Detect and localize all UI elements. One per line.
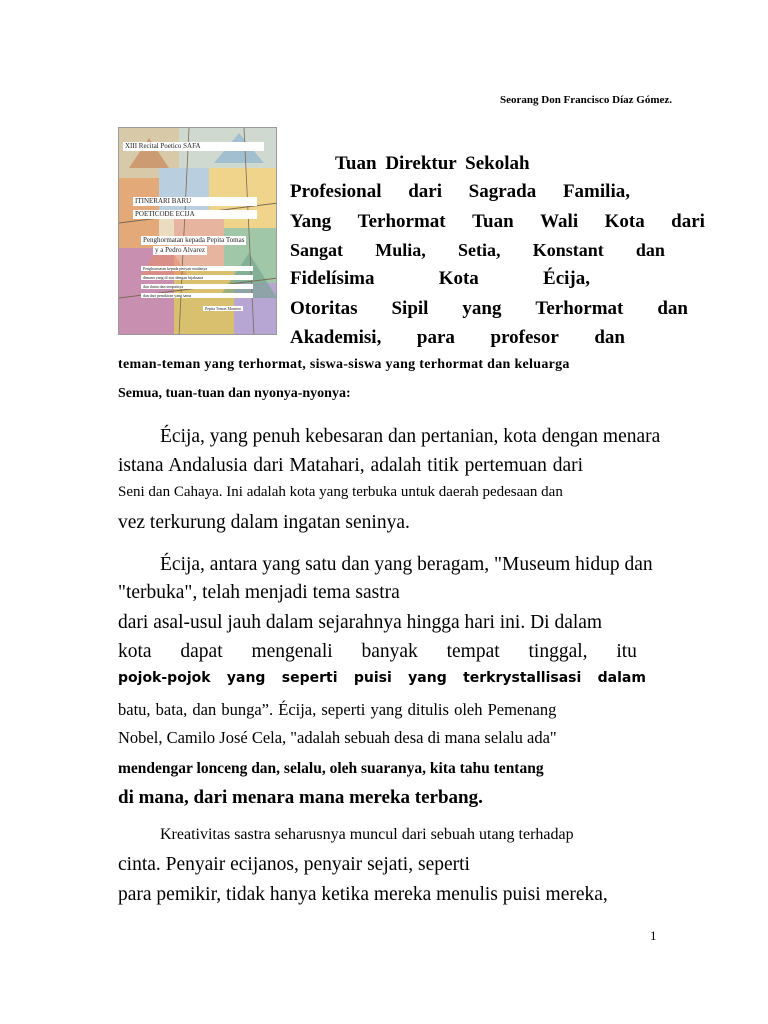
cover-tribute1: Penghormatan kepada Pepita Tomas: [143, 236, 245, 244]
cover-small3: dan dunia dan tempatnya: [141, 284, 253, 289]
body-p1-line-d: vez terkurung dalam ingatan seninya.: [118, 512, 410, 533]
heading-line-3: Yang Terhormat Tuan Wali Kota dari: [290, 211, 705, 232]
cover-line1: ITINERARI BARU: [133, 197, 257, 206]
body-p1-line-a: Écija, yang penuh kebesaran dan pertanian, kota dengan menara: [160, 426, 661, 447]
body-p1-line-b: istana Andalusia dari Matahari, adalah titik pertemuan dari: [118, 455, 584, 476]
cover-credit: Pepita Tomas Montero: [205, 306, 242, 311]
heading-line-9: Semua, tuan-tuan dan nyonya-nyonya:: [118, 386, 351, 401]
body-p3-line-b: cinta. Penyair ecijanos, penyair sejati, seperti: [118, 854, 470, 875]
body-p3-line-c: para pemikir, tidak hanya ketika mereka menulis puisi mereka,: [118, 884, 608, 905]
cover-small4: dan dari pemikiran yang sama: [141, 293, 253, 298]
heading-line-7: Akademisi, para profesor dan: [290, 327, 625, 348]
body-p3-line-a: Kreativitas sastra seharusnya muncul dari sebuah utang terhadap: [160, 826, 574, 843]
heading-line-8: teman-teman yang terhormat, siswa-siswa yang terhormat dan keluarga: [118, 357, 570, 372]
heading-line-1: Tuan Direktur Sekolah: [335, 153, 530, 174]
body-p2-line-e: pojok-pojok yang seperti puisi yang terkrystallisasi dalam: [118, 670, 646, 686]
author-line: Seorang Don Francisco Díaz Gómez.: [500, 94, 672, 106]
cover-small1: Penghormatan kepada penyair mudanya: [141, 266, 253, 271]
body-p2-line-g: Nobel, Camilo José Cela, "adalah sebuah desa di mana selalu ada": [118, 728, 557, 747]
cover-tribute2: y a Pedro Alvarez: [155, 246, 205, 254]
body-p2-line-b: "terbuka", telah menjadi tema sastra: [118, 582, 400, 603]
body-p2-line-d: kota dapat mengenali banyak tempat tinggal, itu: [118, 641, 637, 662]
heading-line-6: Otoritas Sipil yang Terhormat dan: [290, 298, 688, 319]
cover-artwork: [119, 128, 277, 335]
heading-line-2: Profesional dari Sagrada Familia,: [290, 181, 630, 202]
body-p2-line-a: Écija, antara yang satu dan yang beragam, "Museum hidup dan: [160, 554, 653, 575]
heading-line-5: Fidelísima Kota Écija,: [290, 268, 590, 289]
cover-line2: POETICODE ECIJA: [133, 210, 257, 219]
cover-small2: dimana yang di sini dengan bijaksana: [141, 275, 253, 280]
body-p2-line-c: dari asal-usul jauh dalam sejarahnya hingga hari ini. Di dalam: [118, 612, 603, 633]
book-cover-image: [118, 127, 277, 335]
body-p2-line-i: di mana, dari menara mana mereka terbang.: [118, 787, 483, 808]
heading-line-4: Sangat Mulia, Setia, Konstant dan: [290, 240, 665, 260]
body-p2-line-f: batu, bata, dan bunga”. Écija, seperti yang ditulis oleh Pemenang: [118, 700, 557, 719]
body-p1-line-c: Seni dan Cahaya. Ini adalah kota yang terbuka untuk daerah pedesaan dan: [118, 484, 563, 500]
body-p2-line-h: mendengar lonceng dan, selalu, oleh suaranya, kita tahu tentang: [118, 760, 544, 777]
cover-title: XIII Recital Poetico SAFA: [123, 142, 264, 151]
page-number: 1: [650, 928, 657, 943]
